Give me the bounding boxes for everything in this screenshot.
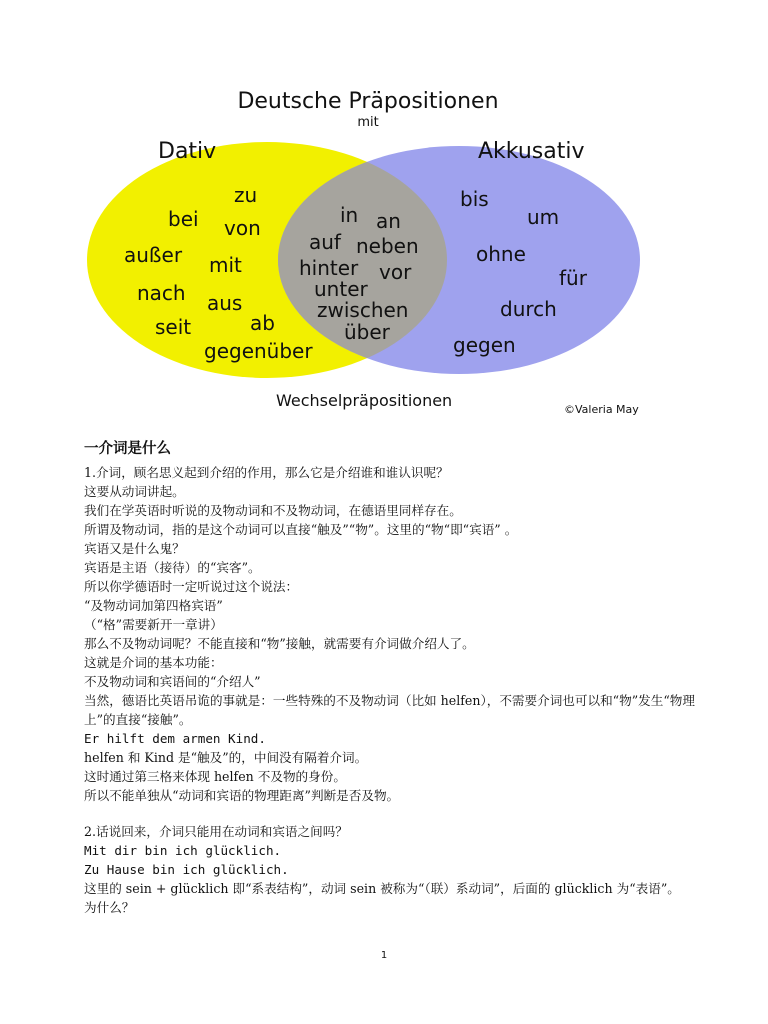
preposition-in: in <box>340 203 359 227</box>
akkusativ-label: Akkusativ <box>478 139 585 164</box>
preposition-neben: neben <box>356 234 419 258</box>
section-heading: 一介词是什么 <box>84 441 171 457</box>
text-line: 这里的 sein + glücklich 即“系表结构”，动词 sein 被称为“（联）系动词”，后面的 glücklich 为“表语”。 <box>84 881 680 896</box>
text-line: 2.话说回来，介词只能用在动词和宾语之间吗？ <box>84 824 348 839</box>
text-line: 我们在学英语时听说的及物动词和不及物动词，在德语里同样存在。 <box>84 503 462 518</box>
preposition-unter: unter <box>314 277 368 301</box>
dativ-label: Dativ <box>158 139 217 164</box>
preposition-gegenüber: gegenüber <box>204 339 313 363</box>
text-line: 宾语又是什么鬼？ <box>84 541 185 556</box>
preposition-durch: durch <box>500 297 557 321</box>
figure-subtitle: mit <box>357 115 379 130</box>
preposition-über: über <box>344 320 390 344</box>
text-line: Zu Hause bin ich glücklich. <box>84 862 289 877</box>
text-line: Mit dir bin ich glücklich. <box>84 843 282 858</box>
text-line: 所以不能单独从“动词和宾语的物理距离”判断是否及物。 <box>84 788 400 803</box>
page-number: 1 <box>380 950 388 961</box>
preposition-um: um <box>527 205 560 229</box>
text-line: （“格”需要新开一章讲） <box>84 617 223 632</box>
text-line: Er hilft dem armen Kind. <box>84 731 266 746</box>
text-line: 不及物动词和宾语间的“介绍人” <box>84 674 261 689</box>
preposition-zwischen: zwischen <box>317 298 409 322</box>
preposition-seit: seit <box>155 315 192 339</box>
preposition-an: an <box>376 209 401 233</box>
preposition-außer: außer <box>124 243 183 267</box>
text-line: 所谓及物动词，指的是这个动词可以直接“触及”“物”。这里的“物“即“宾语” 。 <box>84 522 518 537</box>
preposition-auf: auf <box>309 230 341 254</box>
section-2 <box>84 822 724 917</box>
preposition-ohne: ohne <box>476 242 526 266</box>
text-line: 所以你学德语时一定听说过这个说法： <box>84 579 299 594</box>
venn-diagram <box>84 72 652 420</box>
text-line: 1.介词，顾名思义起到介绍的作用，那么它是介绍谁和谁认识呢？ <box>84 465 449 480</box>
text-line: “及物动词加第四格宾语” <box>84 598 223 613</box>
preposition-zu: zu <box>234 183 258 207</box>
text-line: 这要从动词讲起。 <box>84 484 185 499</box>
text-line: 这就是介词的基本功能： <box>84 655 223 670</box>
preposition-bei: bei <box>168 207 199 231</box>
text-line: 当然，德语比英语吊诡的事就是：一些特殊的不及物动词（比如 helfen），不需要介词也可以和“物”发生“物理上”的直接“接触”。 <box>84 693 695 727</box>
preposition-ab: ab <box>250 311 275 335</box>
body-text <box>84 463 724 917</box>
wechsel-label: Wechselpräpositionen <box>276 391 453 410</box>
preposition-hinter: hinter <box>299 256 359 280</box>
text-line: 宾语是主语（接待）的“宾客”。 <box>84 560 261 575</box>
section-1 <box>84 463 724 805</box>
preposition-gegen: gegen <box>453 333 516 357</box>
preposition-bis: bis <box>460 187 489 211</box>
text-line: 为什么？ <box>84 900 135 915</box>
preposition-vor: vor <box>379 260 412 284</box>
preposition-mit: mit <box>209 253 242 277</box>
text-line: 那么不及物动词呢？不能直接和“物”接触，就需要有介词做介绍人了。 <box>84 636 475 651</box>
text-line: 这时通过第三格来体现 helfen 不及物的身份。 <box>84 769 346 784</box>
preposition-nach: nach <box>137 281 186 305</box>
preposition-von: von <box>224 216 261 240</box>
preposition-für: für <box>559 266 587 290</box>
text-line: helfen 和 Kind 是“触及”的，中间没有隔着介词。 <box>84 750 368 765</box>
credit: ©Valeria May <box>564 403 639 416</box>
preposition-aus: aus <box>207 291 243 315</box>
figure-title: Deutsche Präpositionen <box>237 89 499 114</box>
